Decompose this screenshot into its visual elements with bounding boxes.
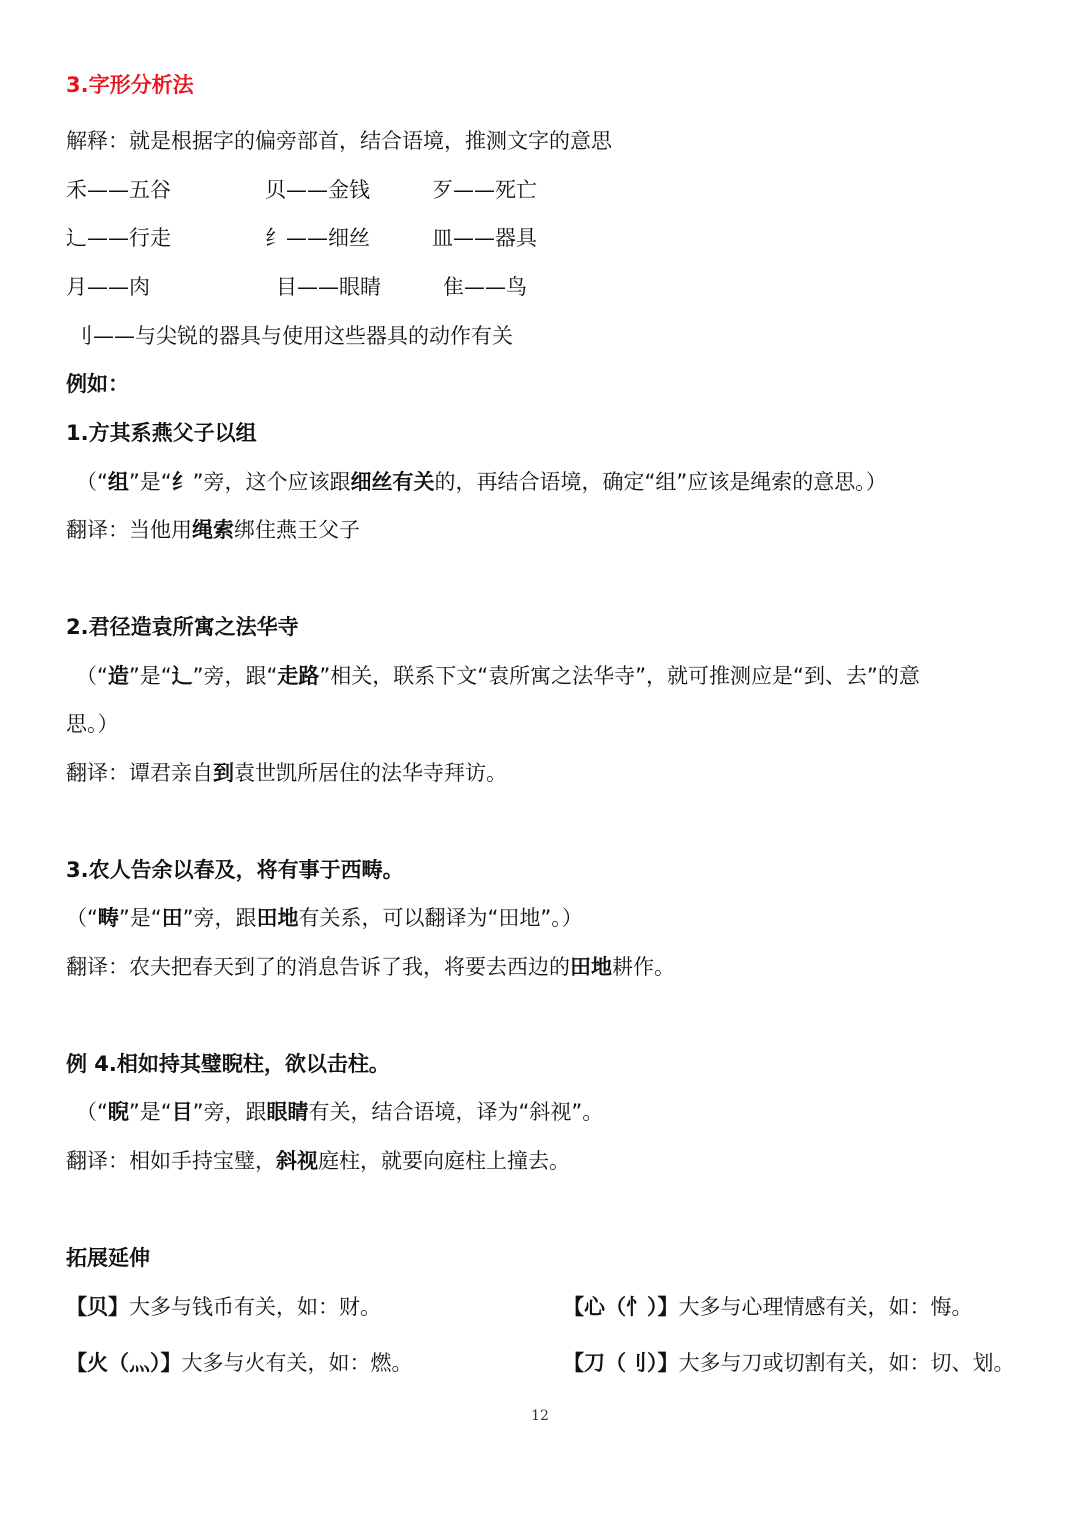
example-note: （“造”是“辶”旁，跟“走路”相关，联系下文“袁所寓之法华寺”，就可推测应是“到、去”的意 — [76, 664, 920, 688]
extension-item: 【火（灬）】大多与火有关，如：燃。 — [66, 1351, 413, 1375]
section-title: 3.字形分析法 — [66, 73, 194, 97]
radical-item: 禾——五谷 — [66, 178, 171, 202]
radical-item-extra: 刂——与尖锐的器具与使用这些器具的动作有关 — [72, 324, 513, 348]
example-translation: 翻译：农夫把春天到了的消息告诉了我，将要去西边的田地耕作。 — [66, 955, 675, 979]
extension-item: 【刀（刂）】大多与刀或切割有关，如：切、划。 — [563, 1351, 1015, 1375]
example-translation: 翻译：当他用绳索绑住燕王父子 — [66, 518, 360, 542]
extension-heading: 拓展延伸 — [66, 1246, 150, 1270]
example-note: （“睨”是“目”旁，跟眼睛有关，结合语境，译为“斜视”。 — [76, 1100, 604, 1124]
extension-item: 【心（忄）】大多与心理情感有关，如：悔。 — [563, 1295, 973, 1319]
radical-item: 辶——行走 — [66, 226, 171, 250]
radical-item: 隹——鸟 — [443, 275, 527, 299]
page-number: 12 — [531, 1408, 549, 1424]
explanation-text: 解释：就是根据字的偏旁部首，结合语境，推测文字的意思 — [66, 129, 612, 153]
example-title: 2.君径造袁所寓之法华寺 — [66, 615, 299, 639]
example-heading: 例如： — [66, 372, 129, 396]
example-title: 1.方其系燕父子以组 — [66, 421, 257, 445]
extension-item: 【贝】大多与钱币有关，如：财。 — [66, 1295, 381, 1319]
example-translation: 翻译：谭君亲自到袁世凯所居住的法华寺拜访。 — [66, 761, 507, 785]
example-note-continued: 思。） — [66, 712, 119, 736]
radical-item: 贝——金钱 — [265, 178, 370, 202]
radical-item: 月——肉 — [66, 275, 150, 299]
radical-item: 歹——死亡 — [432, 178, 537, 202]
example-title: 3.农人告余以春及，将有事于西畴。 — [66, 858, 404, 882]
radical-item: 纟——细丝 — [265, 226, 370, 250]
radical-item: 皿——器具 — [432, 226, 537, 250]
example-note: （“畴”是“田”旁，跟田地有关系，可以翻译为“田地”。） — [66, 906, 583, 930]
example-title: 例 4.相如持其璧睨柱，欲以击柱。 — [66, 1052, 390, 1076]
example-translation: 翻译：相如手持宝璧，斜视庭柱，就要向庭柱上撞去。 — [66, 1149, 570, 1173]
example-note: （“组”是“纟”旁，这个应该跟细丝有关的，再结合语境，确定“组”应该是绳索的意思。） — [76, 470, 887, 494]
radical-item: 目——眼睛 — [276, 275, 381, 299]
